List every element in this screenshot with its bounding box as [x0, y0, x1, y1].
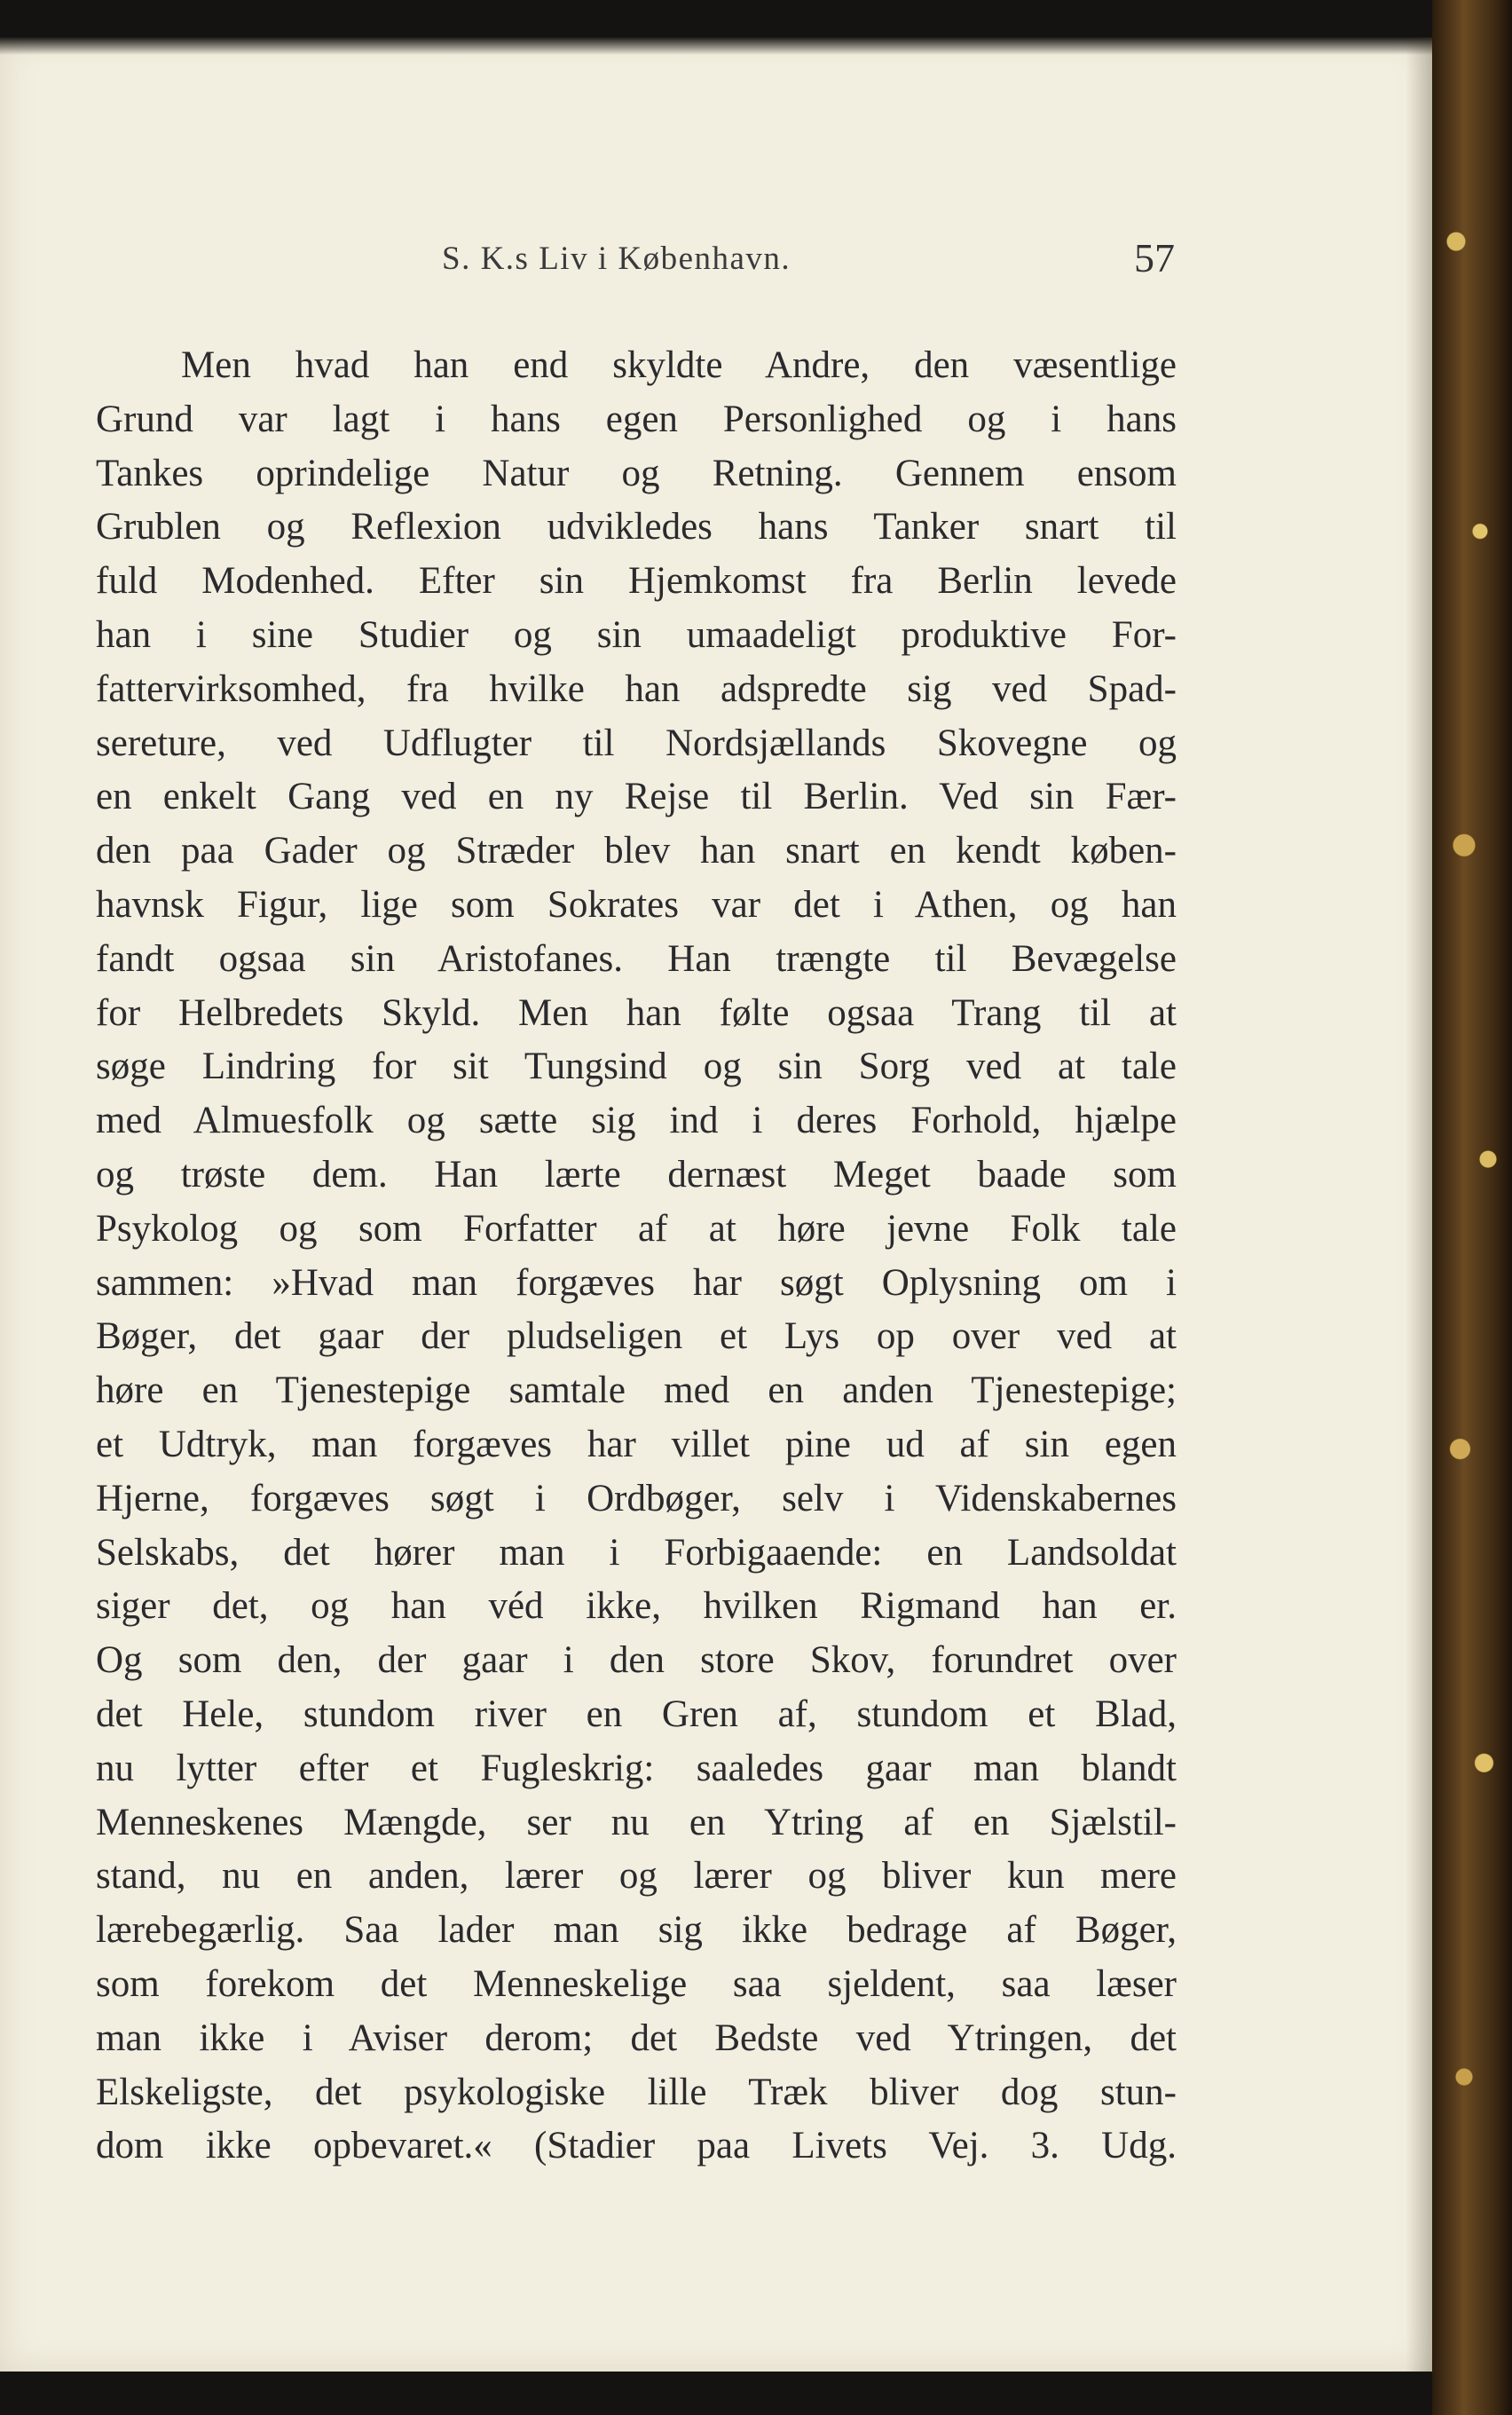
text-line: Menneskenes Mængde, ser nu en Ytring af en Sjælstil-	[96, 1801, 1177, 1843]
text-line: Tankes oprindelige Natur og Retning. Gennem ensom	[96, 452, 1177, 494]
text-line: fuld Modenhed. Efter sin Hjemkomst fra Berlin levede	[96, 560, 1177, 603]
text-line: det Hele, stundom river en Gren af, stundom et Blad,	[96, 1693, 1177, 1735]
text-line: nu lytter efter et Fugleskrig: saaledes gaar man blandt	[96, 1747, 1177, 1789]
text-line: Grund var lagt i hans egen Personlighed og i hans	[96, 398, 1177, 440]
running-head: S. K.s Liv i København.	[442, 241, 791, 277]
text-line: den paa Gader og Stræder blev han snart en kendt køben-	[96, 830, 1177, 872]
text-line: havnsk Figur, lige som Sokrates var det i Athen, og han	[96, 883, 1177, 926]
text-line: søge Lindring for sit Tungsind og sin Sorg ved at tale	[96, 1046, 1177, 1088]
page-number: 57	[1134, 235, 1175, 280]
body-paragraph	[96, 339, 1177, 2174]
gutter-shadow	[1406, 37, 1432, 2372]
text-line: dom ikke opbevaret.« (Stadier paa Livets Vej. 3. Udg.	[96, 2125, 1177, 2167]
text-line: man ikke i Aviser derom; det Bedste ved Ytringen, det	[96, 2016, 1177, 2059]
text-line: som forekom det Menneskelige saa sjeldent, saa læser	[96, 1962, 1177, 2005]
text-line: fattervirksomhed, fra hvilke han adspredte sig ved Spad-	[96, 667, 1177, 710]
text-line: Og som den, der gaar i den store Skov, forundret over	[96, 1639, 1177, 1682]
text-line: Men hvad han end skyldte Andre, den væsentlige	[181, 344, 1177, 386]
text-line: Hjerne, forgæves søgt i Ordbøger, selv i Videnskabernes	[96, 1477, 1177, 1519]
text-line: stand, nu en anden, lærer og lærer og bliver kun mere	[96, 1855, 1177, 1898]
book-page	[0, 37, 1432, 2372]
text-line: for Helbredets Skyld. Men han følte ogsaa Trang til at	[96, 991, 1177, 1034]
book-spine	[1432, 0, 1512, 2415]
page-header	[0, 235, 1432, 293]
text-line: lærebegærlig. Saa lader man sig ikke bedrage af Bøger,	[96, 1909, 1177, 1952]
text-line: fandt ogsaa sin Aristofanes. Han trængte til Bevægelse	[96, 937, 1177, 980]
top-edge-shadow	[0, 37, 1432, 55]
text-line: sereture, ved Udflugter til Nordsjællands Skovegne og	[96, 722, 1177, 764]
text-line: sammen: »Hvad man forgæves har søgt Oplysning om i	[96, 1261, 1177, 1304]
text-line: Psykolog og som Forfatter af at høre jevne Folk tale	[96, 1207, 1177, 1250]
text-line: en enkelt Gang ved en ny Rejse til Berlin. Ved sin Fær-	[96, 776, 1177, 818]
text-line: Bøger, det gaar der pludseligen et Lys op over ved at	[96, 1315, 1177, 1358]
text-line: han i sine Studier og sin umaadeligt produktive For-	[96, 613, 1177, 656]
text-line: Elskeligste, det psykologiske lille Træk bliver dog stun-	[96, 2071, 1177, 2113]
text-line: et Udtryk, man forgæves har villet pine ud af sin egen	[96, 1423, 1177, 1465]
text-line: siger det, og han véd ikke, hvilken Rigmand han er.	[96, 1585, 1177, 1628]
text-line: med Almuesfolk og sætte sig ind i deres Forhold, hjælpe	[96, 1100, 1177, 1142]
text-line: Selskabs, det hører man i Forbigaaende: en Landsoldat	[96, 1531, 1177, 1574]
text-line: Grublen og Reflexion udvikledes hans Tanker snart til	[96, 506, 1177, 549]
text-line: og trøste dem. Han lærte dernæst Meget baade som	[96, 1153, 1177, 1196]
text-line: høre en Tjenestepige samtale med en anden Tjenestepige;	[96, 1369, 1177, 1412]
